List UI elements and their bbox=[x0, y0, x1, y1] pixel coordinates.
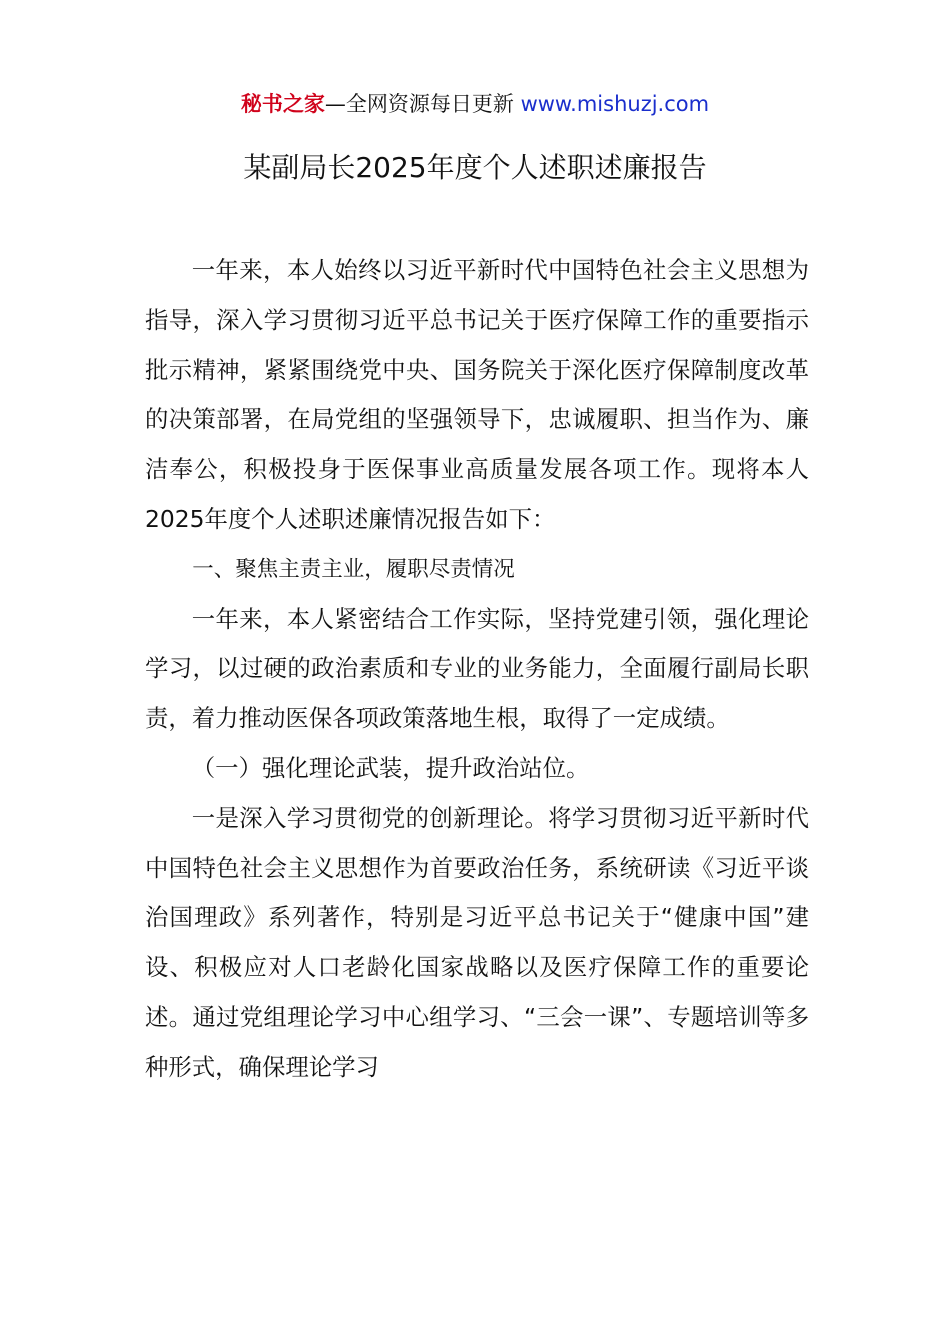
brand-name: 秘书之家 bbox=[240, 92, 325, 116]
header-tagline: —全网资源每日更新 bbox=[324, 92, 521, 116]
document-title: 某副局长2025年度个人述职述廉报告 bbox=[243, 151, 707, 184]
section-heading: 一、聚焦主责主业，履职尽责情况 bbox=[192, 556, 515, 582]
page-header bbox=[0, 88, 950, 120]
website-link[interactable]: www.mishuzj.com bbox=[520, 92, 710, 116]
section-paragraph: 一年来，本人紧密结合工作实际，坚持党建引领，强化理论学习，以过硬的政治素质和专业的业务能力，全面履行副局长职责，着力推动医保各项政策落地生根，取得了一定成绩。 bbox=[145, 604, 809, 733]
document-body bbox=[145, 246, 809, 1093]
subsection-heading: （一）强化理论武装，提升政治站位。 bbox=[191, 753, 590, 782]
intro-paragraph: 一年来，本人始终以习近平新时代中国特色社会主义思想为指导，深入学习贯彻习近平总书记关于医疗保障工作的重要指示批示精神，紧紧围绕党中央、国务院关于深化医疗保障制度改革的决策部署，在局党组的坚强领导下，忠诚履职、担当作为、廉洁奉公，积极投身于医保事业高质量发展各项工作。现将本人2025年度个人述职述廉情况报告如下： bbox=[145, 256, 809, 533]
subsection-paragraph: 一是深入学习贯彻党的创新理论。将学习贯彻习近平新时代中国特色社会主义思想作为首要政治任务，系统研读《习近平谈治国理政》系列著作，特别是习近平总书记关于“健康中国”建设、积极应对人口老龄化国家战略以及医疗保障工作的重要论述。通过党组理论学习中心组学习、“三会一课”、专题培训等多种形式，确保理论学习 bbox=[145, 803, 809, 1081]
